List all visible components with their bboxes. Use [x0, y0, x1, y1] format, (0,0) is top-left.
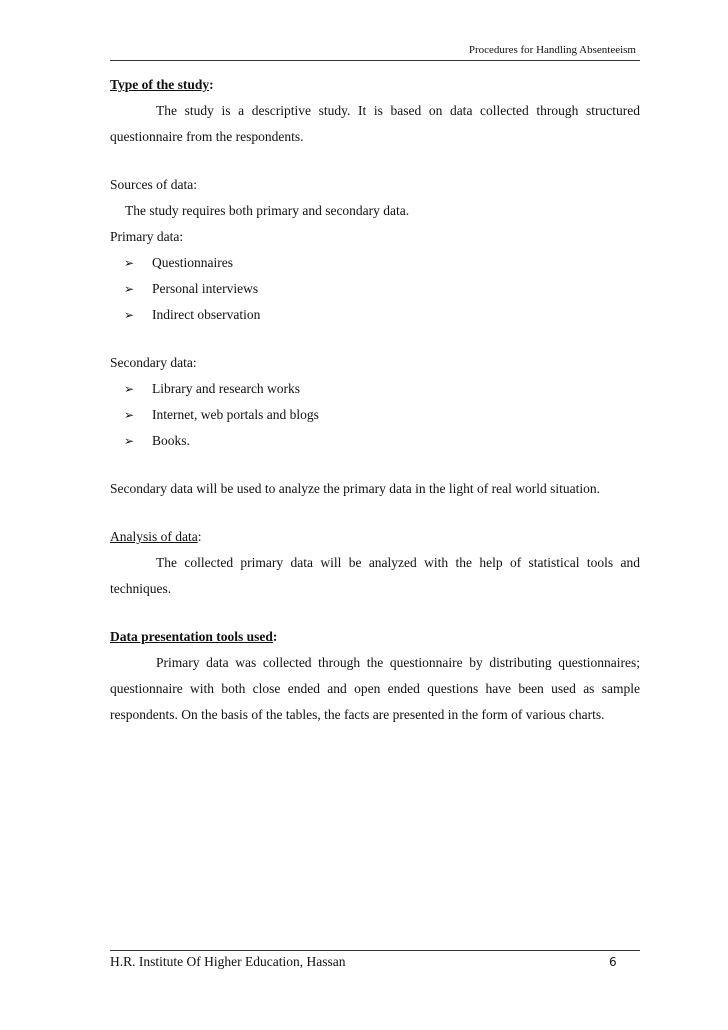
secondary-data-list	[110, 376, 640, 454]
arrow-bullet-icon: ➢	[124, 308, 135, 322]
presentation-tools-body: Primary data was collected through the questionnaire by distributing questionnaires; questionnaire with both close ended and open ended questions have been used as sample respondents. On the basis of the tables, the facts are presented in the form of various charts.	[110, 655, 640, 722]
type-of-study-heading	[110, 72, 640, 98]
header-rule	[110, 60, 640, 61]
secondary-usage-paragraph: Secondary data will be used to analyze the primary data in the light of real world situation.	[110, 481, 600, 496]
presentation-tools-heading-text: Data presentation tools used	[110, 629, 273, 644]
list-item	[124, 376, 640, 402]
arrow-bullet-icon: ➢	[124, 256, 135, 270]
list-item-label: Internet, web portals and blogs	[152, 407, 319, 422]
analysis-of-data-body: The collected primary data will be analyzed with the help of statistical tools and techniques.	[110, 555, 640, 596]
type-of-study-body: The study is a descriptive study. It is based on data collected through structured questionnaire from the respondents.	[110, 103, 640, 144]
arrow-bullet-icon: ➢	[124, 282, 135, 296]
sources-of-data-heading: Sources of data:	[110, 177, 197, 192]
arrow-bullet-icon: ➢	[124, 382, 135, 396]
analysis-of-data-heading-colon: :	[197, 529, 202, 544]
arrow-bullet-icon: ➢	[124, 408, 135, 422]
list-item	[124, 276, 640, 302]
arrow-bullet-icon: ➢	[124, 434, 135, 448]
list-item	[124, 302, 640, 328]
type-of-study-heading-colon: :	[209, 77, 214, 92]
analysis-of-data-heading-text: Analysis of data	[110, 529, 198, 544]
presentation-tools-heading-colon: :	[272, 629, 278, 644]
primary-data-heading: Primary data:	[110, 229, 184, 244]
running-header: Procedures for Handling Absenteeism	[468, 44, 636, 56]
list-item-label: Books.	[152, 433, 190, 448]
secondary-data-heading: Secondary data:	[110, 355, 197, 370]
sources-of-data-intro: The study requires both primary and secondary data.	[125, 203, 410, 218]
type-of-study-heading-text: Type of the study	[110, 77, 210, 92]
primary-data-list	[110, 250, 640, 328]
list-item-label: Questionnaires	[152, 255, 233, 270]
list-item	[124, 250, 640, 276]
page-number: 6	[609, 955, 617, 969]
page-content	[110, 72, 640, 728]
footer-rule	[110, 950, 640, 951]
presentation-tools-heading	[110, 624, 640, 650]
footer-institution: H.R. Institute Of Higher Education, Hassan	[110, 954, 346, 969]
list-item	[124, 402, 640, 428]
list-item	[124, 428, 640, 454]
analysis-of-data-heading	[110, 524, 640, 550]
list-item-label: Personal interviews	[152, 281, 259, 296]
list-item-label: Library and research works	[152, 381, 301, 396]
list-item-label: Indirect observation	[152, 307, 261, 322]
